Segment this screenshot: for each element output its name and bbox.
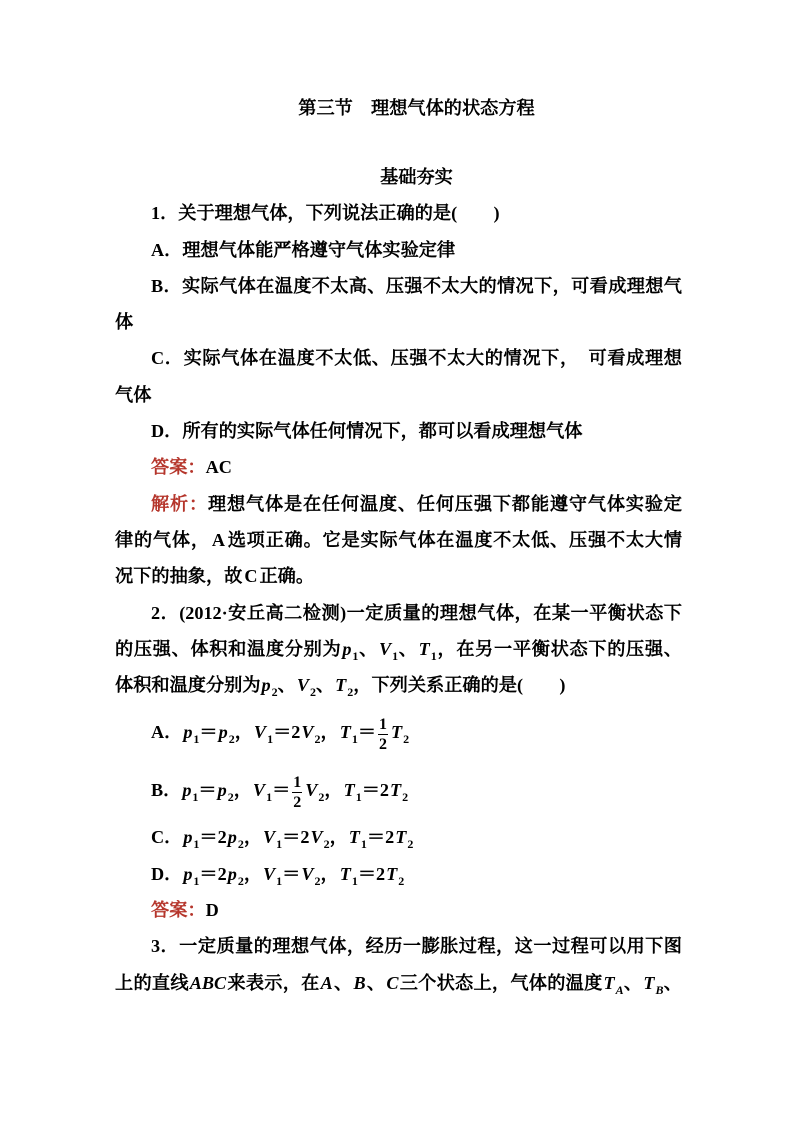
text-run: 正确。 [259,566,315,587]
text-run: ， [320,722,339,743]
text-run: ＝ [282,863,301,884]
math-variable: p [342,638,352,659]
math-variable: V [310,827,323,848]
analysis-line [115,522,682,558]
text-run: 、 [333,972,353,993]
fraction-numerator: 1 [293,773,302,791]
text-run: 三个状态上，气体的温度 [399,972,603,993]
text-run: ， [233,780,252,801]
subscript: 2 [323,837,330,852]
math-variable: p [183,863,193,884]
math-variable: T [395,827,407,848]
subscript: 1 [193,873,200,888]
subscript: 1 [267,732,274,747]
text-run: 、 [366,972,386,993]
math-variable: p [217,780,227,801]
option-b-continued: 体 [115,312,134,333]
text-run: 、 [277,675,296,696]
question-2 [115,595,682,929]
question-stem: 1．关于理想气体，下列说法正确的是( ) [151,203,500,224]
math-variable: T [643,972,655,993]
answer-line [115,892,682,928]
math-variable: V [305,780,318,801]
text-run: ＝2 [273,722,301,743]
math-variable: p [183,722,193,743]
subscript: 1 [360,837,367,852]
subscript: 1 [266,790,273,805]
subscript-variable: B [655,982,664,997]
text-run: ＝ [198,780,217,801]
subscript: 2 [271,685,278,700]
subscript: 1 [430,648,437,663]
text-run: ＝ [357,722,377,743]
text-run: 体积和温度分别为 [115,675,261,696]
subscript: 2 [314,873,321,888]
subscript: 2 [237,837,244,852]
math-variable: T [343,780,355,801]
text-run: ， [243,863,263,884]
math-variable: V [301,722,314,743]
fraction [292,773,302,812]
math-variable: p [218,722,228,743]
math-variable: p [183,827,193,848]
analysis-label: 解析： [151,493,208,514]
subscript: 1 [193,732,200,747]
text-run: 、 [315,675,335,696]
subscript: 2 [407,837,414,852]
math-variable: T [603,972,615,993]
text-run: 选项正确。它是实际气体在温度不太低、压强不太大情 [226,529,682,550]
text-run: ， [234,722,253,743]
subscript: 2 [228,732,235,747]
subscript: 2 [237,873,244,888]
text-run: 上的直线 [115,972,189,993]
option-a [115,703,682,761]
text-run: B． [151,780,182,801]
math-variable: T [335,675,347,696]
question-stem-continued [115,965,682,1001]
subscript: 2 [402,790,409,805]
math-variable: T [390,780,402,801]
text-run: ＝2 [282,827,310,848]
math-variable: V [253,722,267,743]
text-run: ，在另一平衡状态下的压强、 [436,638,682,659]
math-variable: T [386,863,398,884]
math-variable: ABC [189,972,227,993]
option-d [115,856,682,892]
text-run: 、 [663,972,682,993]
text-run: ，下列关系正确的是( ) [353,675,566,696]
question-stem: 3．一定质量的理想气体，经历一膨胀过程，这一过程可以用下图 [151,936,682,957]
math-variable: B [353,972,366,993]
subscript: 1 [351,873,358,888]
subscript: 1 [355,790,362,805]
math-variable: p [261,675,271,696]
subscript: 1 [192,790,199,805]
subscript: 2 [347,685,354,700]
text-run: ＝ [199,722,218,743]
text-run: 的压强、体积和温度分别为 [115,638,342,659]
math-variable: V [301,863,314,884]
math-variable: C [386,972,399,993]
text-run: ， [324,780,343,801]
text-run: 来表示，在 [227,972,320,993]
math-variable: T [418,638,430,659]
document-body [115,90,682,1001]
text-run: 、 [398,638,418,659]
answer-line [115,449,682,485]
subscript: 1 [276,837,283,852]
question-1 [115,195,682,594]
math-variable: p [227,827,237,848]
fraction-denominator: 2 [379,735,388,753]
analysis-text: 理想气体是在任何温度、任何压强下都能遵守气体实验定 [207,493,682,514]
math-variable: p [227,863,237,884]
subscript: 2 [398,873,405,888]
text-run: ＝2 [199,863,227,884]
math-variable: T [391,722,403,743]
question-stem-continued [115,667,682,703]
option-c-continued: 气体 [115,384,152,405]
fraction [378,715,388,754]
answer-value: AC [205,457,232,478]
text-run: 况下的抽象，故 [115,566,243,587]
text-run: ＝2 [199,827,227,848]
option-b: B．实际气体在温度不太高、压强不太大的情况下，可看成理想气 [151,275,682,296]
subscript: 1 [351,732,358,747]
math-variable: T [339,863,351,884]
option-c [115,819,682,855]
text-run: A． [151,722,183,743]
option-b [115,761,682,819]
text-run: D． [151,863,183,884]
subscript: 1 [276,873,283,888]
text-run: ， [243,827,263,848]
answer-value: D [205,900,219,921]
math-variable: T [339,722,351,743]
latin-letter: A [211,529,225,550]
subscript-variable: A [615,982,624,997]
text-run: ＝ [272,780,291,801]
text-run: ， [320,863,339,884]
answer-label: 答案： [151,900,206,921]
question-3 [115,928,682,1001]
page-title: 第三节 理想气体的状态方程 [298,98,535,118]
text-run: C． [151,827,183,848]
option-c: C．实际气体在温度不太低、压强不太大的情况下， 可看成理想 [151,348,682,369]
text-run: 、 [358,638,378,659]
text-run: 律的气体， [115,529,210,550]
subscript: 1 [193,837,200,852]
subscript: 2 [227,790,234,805]
subscript: 2 [314,732,321,747]
text-run: ＝2 [357,863,386,884]
subscript: 1 [392,648,399,663]
subscript: 2 [309,685,316,700]
math-variable: V [252,780,266,801]
text-run: ， [329,827,348,848]
answer-label: 答案： [151,457,206,478]
fraction-numerator: 1 [379,715,388,733]
analysis-line [115,558,682,594]
math-variable: V [263,863,276,884]
subscript: 2 [318,790,325,805]
math-variable: p [182,780,192,801]
math-variable: A [320,972,333,993]
question-stem-continued [115,631,682,667]
text-run: 、 [623,972,643,993]
latin-letter: C [244,566,258,587]
subscript: 2 [403,732,410,747]
math-variable: V [296,675,309,696]
option-a: A．理想气体能严格遵守气体实验定律 [151,239,456,260]
math-variable: T [348,827,360,848]
fraction-denominator: 2 [293,793,302,811]
analysis-line [115,486,682,522]
math-variable: V [263,827,276,848]
option-d: D．所有的实际气体任何情况下，都可以看成理想气体 [151,421,583,442]
question-stem: 2．(2012·安丘高二检测)一定质量的理想气体，在某一平衡状态下 [151,602,682,623]
subscript: 1 [352,648,359,663]
text-run: ＝2 [366,827,395,848]
math-variable: V [378,638,392,659]
text-run: ＝2 [361,780,390,801]
section-heading: 基础夯实 [380,166,453,187]
